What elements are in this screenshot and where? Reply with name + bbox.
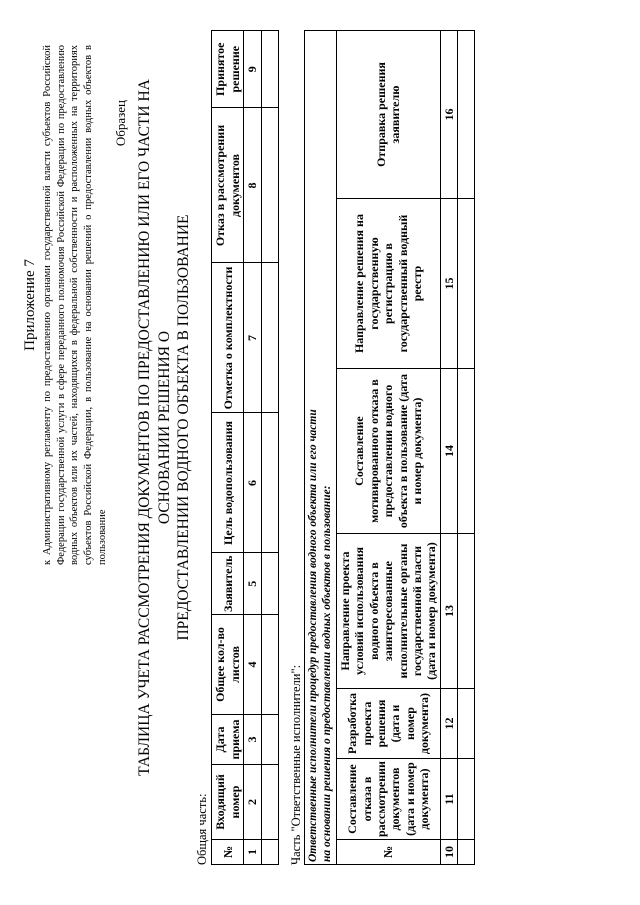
appendix-text: к Административному регламенту по предоставлению органами государственной власти субъектов Российской Федерации государственной услуги в сфере переданного полномочия Российской Федерации по предоставлению водных объектов или их частей, находящихся в федеральной собственности и расположенных на территориях субъектов Российской Федерации, в пользование на основании решений о предоставлении водных объектов в пользование bbox=[42, 45, 108, 565]
header-cell: Входящий номер bbox=[212, 765, 244, 840]
sample-label: Образец bbox=[113, 100, 129, 147]
responsible-blank-row bbox=[458, 31, 475, 865]
blank-cell bbox=[458, 199, 475, 369]
title-line-2: ПРЕДОСТАВЛЕНИИ ВОДНОГО ОБЪЕКТА В ПОЛЬЗОВАНИЕ bbox=[174, 214, 192, 641]
blank-cell bbox=[458, 759, 475, 840]
number-cell: 5 bbox=[244, 553, 261, 615]
number-cell: 15 bbox=[440, 199, 457, 369]
header-cell: Отправка решения заявителю bbox=[336, 31, 440, 199]
header-cell: Направление решения на государственную регистрацию в государственный водный реестр bbox=[336, 199, 440, 369]
general-part-label: Общая часть: bbox=[195, 793, 210, 865]
header-cell: Отказ в рассмотрении документов bbox=[212, 108, 244, 263]
caption-line-2: на основании решения о предоставлении водных объектов в пользование: bbox=[320, 485, 333, 862]
blank-cell bbox=[458, 534, 475, 689]
header-cell: Заявитель bbox=[212, 553, 244, 615]
header-cell: Дата приема bbox=[212, 715, 244, 765]
header-cell: Принятое решение bbox=[212, 31, 244, 108]
number-cell: 16 bbox=[440, 31, 457, 199]
responsible-caption bbox=[304, 31, 336, 865]
blank-cell bbox=[458, 689, 475, 759]
caption-line-1: Ответственные исполнители процедур предоставления водного объекта или его части bbox=[306, 409, 319, 862]
responsible-part-label: Часть "Ответственные исполнители": bbox=[288, 664, 303, 865]
number-cell: 10 bbox=[440, 840, 457, 865]
blank-cell bbox=[261, 263, 278, 413]
number-cell: 3 bbox=[244, 715, 261, 765]
number-cell: 1 bbox=[244, 840, 261, 865]
blank-cell bbox=[261, 715, 278, 765]
blank-cell bbox=[261, 413, 278, 553]
number-cell: 8 bbox=[244, 108, 261, 263]
blank-cell bbox=[261, 553, 278, 615]
blank-cell bbox=[261, 615, 278, 715]
number-cell: 11 bbox=[440, 759, 457, 840]
header-cell: Составление отказа в рассмотрении документов (дата и номер документа) bbox=[336, 759, 440, 840]
general-number-row bbox=[244, 31, 261, 865]
blank-cell bbox=[261, 840, 278, 865]
general-table bbox=[211, 30, 278, 865]
number-cell: 7 bbox=[244, 263, 261, 413]
blank-cell bbox=[261, 765, 278, 840]
blank-cell bbox=[261, 31, 278, 108]
number-cell: 6 bbox=[244, 413, 261, 553]
appendix-number: Приложение 7 bbox=[22, 259, 38, 351]
number-cell: 12 bbox=[440, 689, 457, 759]
document-title bbox=[135, 30, 193, 825]
header-cell: Отметка о комплектности bbox=[212, 263, 244, 413]
title-line-1: ТАБЛИЦА УЧЕТА РАССМОТРЕНИЯ ДОКУМЕНТОВ ПО ПРЕДОСТАВЛЕНИЮ ИЛИ ЕГО ЧАСТИ НА ОСНОВАНИИ РЕШЕНИЯ О bbox=[136, 79, 173, 776]
general-header-row bbox=[212, 31, 244, 865]
header-cell: Разработка проекта решения (дата и номер документа) bbox=[336, 689, 440, 759]
general-blank-row bbox=[261, 31, 278, 865]
blank-cell bbox=[458, 369, 475, 534]
appendix-block bbox=[22, 45, 109, 565]
blank-cell bbox=[261, 108, 278, 263]
header-cell: Общее кол-во листов bbox=[212, 615, 244, 715]
header-cell: Цель водопользования bbox=[212, 413, 244, 553]
header-cell: № bbox=[336, 840, 440, 865]
blank-cell bbox=[458, 840, 475, 865]
responsible-number-row bbox=[440, 31, 457, 865]
header-cell: Составление мотивированного отказа в предоставлении водного объекта в пользование (дата и номер документа) bbox=[336, 369, 440, 534]
number-cell: 2 bbox=[244, 765, 261, 840]
number-cell: 4 bbox=[244, 615, 261, 715]
header-cell: № bbox=[212, 840, 244, 865]
header-cell: Направление проекта условий использования водного объекта в заинтересованные исполнительные органы государственной власти (дата и номер документа) bbox=[336, 534, 440, 689]
responsible-caption-row bbox=[304, 31, 336, 865]
responsible-header-row bbox=[336, 31, 440, 865]
number-cell: 14 bbox=[440, 369, 457, 534]
number-cell: 13 bbox=[440, 534, 457, 689]
blank-cell bbox=[458, 31, 475, 199]
responsible-table bbox=[304, 30, 476, 865]
number-cell: 9 bbox=[244, 31, 261, 108]
